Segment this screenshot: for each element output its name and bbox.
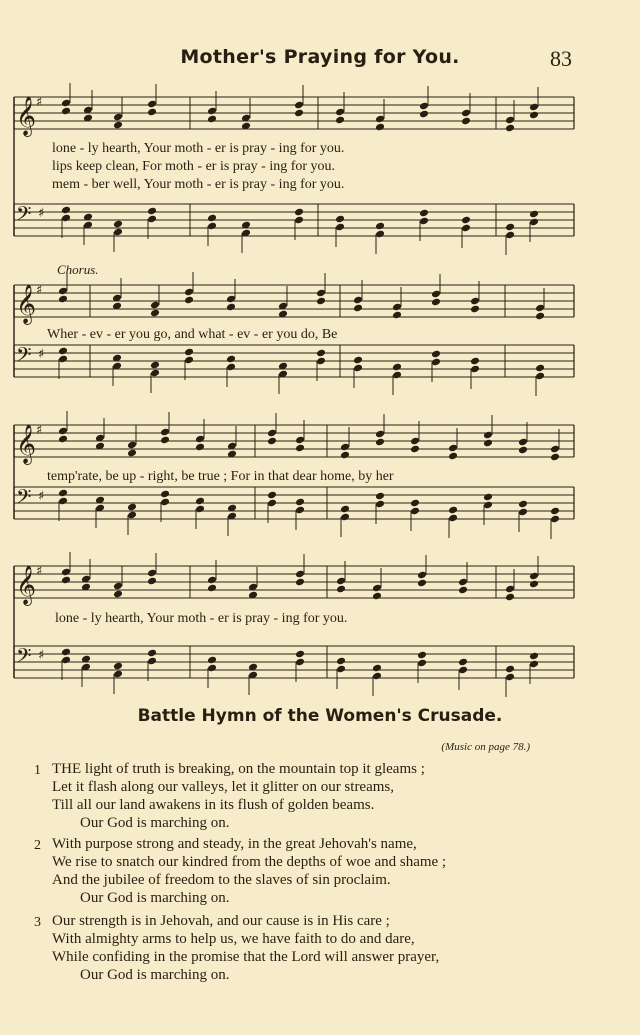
note-head [147, 649, 157, 658]
note-head [160, 436, 170, 445]
note-head [529, 652, 539, 661]
note-head [113, 220, 123, 229]
note-head [448, 506, 458, 515]
note-head [470, 357, 480, 366]
note-head [207, 214, 217, 223]
note-head [184, 348, 194, 357]
note-head [483, 439, 493, 448]
note-head [335, 116, 345, 125]
note-head [61, 107, 71, 116]
note-head [294, 208, 304, 217]
note-head [448, 452, 458, 461]
treble-clef: 𝄞 [16, 284, 37, 324]
note-head [336, 585, 346, 594]
note-head [58, 347, 68, 356]
note-head [336, 657, 346, 666]
music-reference: (Music on page 78.) [441, 741, 530, 753]
sharp-sign: ♯ [36, 564, 43, 579]
note-head [505, 593, 515, 602]
note-head [431, 298, 441, 307]
note-head [295, 444, 305, 453]
note-head [316, 349, 326, 358]
verse-line: THE light of truth is breaking, on the mountain top it gleams ; [52, 761, 425, 777]
note-head [147, 577, 157, 586]
verse-line: While confiding in the promise that the Lord will answer prayer, [52, 949, 440, 965]
note-head [483, 493, 493, 502]
note-head [61, 576, 71, 585]
bass-clef: 𝄢 [16, 343, 32, 371]
note-head [461, 117, 471, 126]
sharp-sign: ♯ [38, 648, 45, 663]
bass-clef: 𝄢 [16, 644, 32, 672]
note-head [147, 108, 157, 117]
note-head [417, 579, 427, 588]
sharp-sign: ♯ [38, 347, 45, 362]
note-head [150, 309, 160, 318]
note-head [113, 590, 123, 599]
note-head [392, 363, 402, 372]
note-head [375, 222, 385, 231]
treble-clef: 𝄞 [16, 424, 37, 464]
note-head [550, 507, 560, 516]
song-title: Mother's Praying for You. [180, 46, 460, 68]
note-head [160, 490, 170, 499]
note-head [195, 497, 205, 506]
note-head [431, 350, 441, 359]
note-head [58, 295, 68, 304]
note-head [58, 489, 68, 498]
note-head [113, 121, 123, 130]
note-head [294, 109, 304, 118]
note-head [392, 311, 402, 320]
note-head [410, 499, 420, 508]
note-head [295, 498, 305, 507]
note-head [417, 651, 427, 660]
chorus-label: Chorus. [57, 262, 99, 277]
verse-line: With purpose strong and steady, in the great Jehovah's name, [52, 836, 417, 852]
note-head [372, 592, 382, 601]
note-head [113, 662, 123, 671]
note-head [375, 492, 385, 501]
note-head [372, 664, 382, 673]
note-head [458, 658, 468, 667]
note-head [550, 453, 560, 462]
note-head [335, 215, 345, 224]
sharp-sign: ♯ [36, 283, 43, 298]
note-head [127, 503, 137, 512]
note-head [127, 449, 137, 458]
verse-line: Our God is marching on. [80, 890, 230, 906]
lyric-line: temp'rate, be up - right, be true ; For in that dear home, by her [47, 469, 394, 484]
note-head [529, 210, 539, 219]
note-head [340, 505, 350, 514]
note-head [353, 356, 363, 365]
note-head [470, 305, 480, 314]
verse-line: Our God is marching on. [80, 967, 230, 983]
note-head [529, 111, 539, 120]
verse-line: Our God is marching on. [80, 815, 230, 831]
verse-number: 2 [34, 838, 41, 853]
note-head [518, 446, 528, 455]
note-head [150, 361, 160, 370]
lyric-line: lips keep clean, For moth - er is pray - ing for you. [52, 159, 336, 174]
note-head [207, 656, 217, 665]
note-head [295, 578, 305, 587]
note-head [375, 438, 385, 447]
note-head [184, 296, 194, 305]
verse-line: With almighty arms to help us, we have faith to do and dare, [52, 931, 415, 947]
verse-number: 1 [34, 763, 41, 778]
note-head [147, 207, 157, 216]
note-head [61, 206, 71, 215]
note-head [529, 580, 539, 589]
sharp-sign: ♯ [38, 489, 45, 504]
note-head [226, 355, 236, 364]
note-head [535, 364, 545, 373]
note-head [267, 491, 277, 500]
verse-line: Our strength is in Jehovah, and our cause is in His care ; [52, 913, 390, 929]
note-head [518, 500, 528, 509]
note-head [535, 312, 545, 321]
treble-clef: 𝄞 [16, 565, 37, 605]
note-head [458, 586, 468, 595]
note-head [226, 303, 236, 312]
lyric-line: Wher - ev - er you go, and what - ev - er you do, Be [47, 327, 338, 342]
verse-line: Till all our land awakens in its flush of golden beams. [52, 797, 375, 813]
note-head [375, 123, 385, 132]
note-head [340, 451, 350, 460]
note-head [61, 648, 71, 657]
note-head [316, 297, 326, 306]
note-head [461, 216, 471, 225]
note-head [419, 209, 429, 218]
note-head [207, 115, 217, 124]
verse-line: We rise to snatch our kindred from the depths of woe and shame ; [52, 854, 447, 870]
sharp-sign: ♯ [38, 206, 45, 221]
sharp-sign: ♯ [36, 423, 43, 438]
note-head [410, 445, 420, 454]
note-head [195, 443, 205, 452]
note-head [58, 435, 68, 444]
verse-line: And the jubilee of freedom to the slaves of sin proclaim. [52, 872, 391, 888]
hymn-title: Battle Hymn of the Women's Crusade. [137, 706, 503, 726]
note-head [295, 650, 305, 659]
sharp-sign: ♯ [36, 95, 43, 110]
note-head [505, 124, 515, 133]
note-head [505, 665, 515, 674]
verse-line: Let it flash along our valleys, let it glitter on our streams, [52, 779, 395, 795]
treble-clef: 𝄞 [16, 96, 37, 136]
page-number: 83 [550, 46, 572, 71]
note-head [207, 584, 217, 593]
verse-number: 3 [34, 915, 41, 930]
lyric-line: mem - ber well, Your moth - er is pray - ing for you. [52, 177, 345, 192]
bass-clef: 𝄢 [16, 202, 32, 230]
note-head [267, 437, 277, 446]
lyric-line: lone - ly hearth, Your moth - er is pray - ing for you. [55, 611, 348, 626]
bass-clef: 𝄢 [16, 485, 32, 513]
note-head [419, 110, 429, 119]
lyric-line: lone - ly hearth, Your moth - er is pray - ing for you. [52, 141, 345, 156]
note-head [505, 223, 515, 232]
note-head [353, 304, 363, 313]
